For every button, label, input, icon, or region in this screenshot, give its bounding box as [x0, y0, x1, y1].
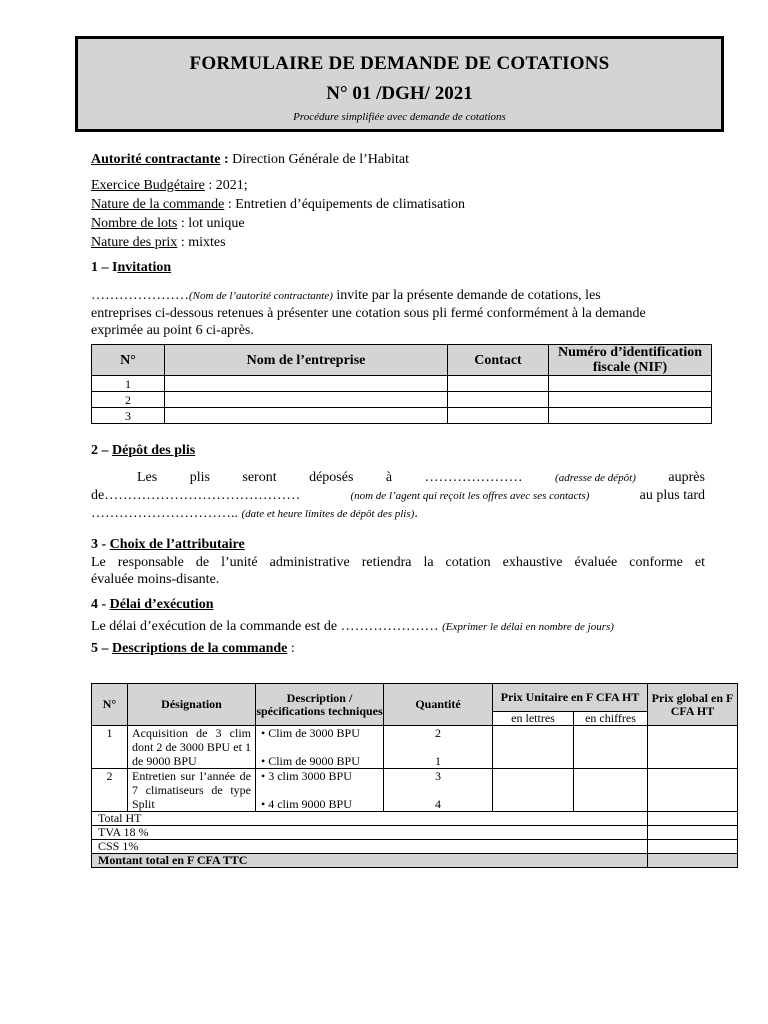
- css-value-cell[interactable]: [648, 840, 738, 854]
- pu-chiffres-cell[interactable]: [574, 726, 648, 769]
- pu-lettres-cell[interactable]: [493, 726, 574, 769]
- table-row: 2: [92, 392, 712, 408]
- nature-label: Nature de la commande: [91, 197, 225, 212]
- prix-value: : mixtes: [177, 235, 226, 250]
- col-header-contact: Contact: [448, 345, 549, 376]
- nif-cell[interactable]: [549, 376, 712, 392]
- prix-global-cell[interactable]: [648, 726, 738, 769]
- entreprise-cell[interactable]: [165, 376, 448, 392]
- form-header: [75, 36, 724, 132]
- contact-cell[interactable]: [448, 408, 549, 424]
- table-row: 3: [92, 408, 712, 424]
- total-ht-row: Total HT: [92, 812, 738, 826]
- nature-line: [91, 197, 465, 213]
- pu-lettres-cell[interactable]: [493, 769, 574, 812]
- adresse-placeholder-note: (adresse de dépôt): [555, 472, 636, 484]
- section4-heading: 4 - Délai d’exécution: [91, 597, 214, 612]
- exercice-line: [91, 178, 248, 194]
- col-header-prix-unitaire: Prix Unitaire en F CFA HT: [493, 684, 648, 712]
- section2-text: Les plis seront déposés à ………………… (adresse de dépôt) auprès de…………………………………… (nom de l’agent qui reçoit les offres avec ses contacts) au plus tard ………………………….. (date et heure limites de dépôt des plis).: [91, 470, 705, 521]
- nature-value: : Entretien d’équipements de climatisation: [224, 197, 465, 212]
- agent-placeholder-note: (nom de l’agent qui reçoit les offres avec ses contacts): [350, 490, 590, 502]
- col-header-en-chiffres: en chiffres: [574, 712, 648, 726]
- lots-label: Nombre de lots: [91, 216, 178, 231]
- tva-value-cell[interactable]: [648, 826, 738, 840]
- css-row: CSS 1%: [92, 840, 738, 854]
- designation-cell: Entretien sur l’année de 7 climatiseurs de type Split: [128, 769, 256, 812]
- section3-text: Le responsable de l’unité administrative retiendra la cotation exhaustive évaluée conforme et évaluée moins-disante.: [91, 555, 705, 587]
- section3-heading: 3 - Choix de l’attributaire: [91, 537, 245, 552]
- section2-heading: 2 – Dépôt des plis: [91, 443, 196, 458]
- col-header-description: Description / spécifications techniques: [256, 684, 384, 726]
- col-header-entreprise: Nom de l’entreprise: [165, 345, 448, 376]
- entreprise-cell[interactable]: [165, 392, 448, 408]
- section4-text: Le délai d’exécution de la commande est de ………………… (Exprimer le délai en nombre de jours): [91, 619, 614, 634]
- contact-cell[interactable]: [448, 376, 549, 392]
- form-number: N° 01 /DGH/ 2021: [326, 83, 473, 104]
- nif-cell[interactable]: [549, 392, 712, 408]
- total-ttc-value-cell[interactable]: [648, 854, 738, 868]
- tva-row: TVA 18 %: [92, 826, 738, 840]
- entreprises-table: [91, 344, 712, 424]
- commande-table: [91, 683, 738, 868]
- table-row: 1 Acquisition de 3 clim dont 2 de 3000 BPU et 1 de 9000 BPU • Clim de 3000 BPU • Clim de 9000 BPU 2 1: [92, 726, 738, 769]
- col-header-en-lettres: en lettres: [493, 712, 574, 726]
- date-placeholder-note: (date et heure limites de dépôt des plis): [241, 508, 415, 520]
- spec-cell: • 3 clim 3000 BPU • 4 clim 9000 BPU: [256, 769, 384, 812]
- nif-cell[interactable]: [549, 408, 712, 424]
- col-header-prix-global: Prix global en F CFA HT: [648, 684, 738, 726]
- form-subtitle: Procédure simplifiée avec demande de cotations: [293, 111, 506, 123]
- col-header-num: N°: [92, 345, 165, 376]
- col-header-designation: Désignation: [128, 684, 256, 726]
- prix-label: Nature des prix: [91, 235, 178, 250]
- lots-value: : lot unique: [177, 216, 245, 231]
- contact-cell[interactable]: [448, 392, 549, 408]
- prix-global-cell[interactable]: [648, 769, 738, 812]
- designation-cell: Acquisition de 3 clim dont 2 de 3000 BPU et 1 de 9000 BPU: [128, 726, 256, 769]
- prix-line: [91, 235, 226, 251]
- col-header-nif: Numéro d’identification fiscale (NIF): [549, 345, 712, 376]
- exercice-label: Exercice Budgétaire: [91, 178, 205, 193]
- section1-text: …………………(Nom de l’autorité contractante) invite par la présente demande de cotations, les entreprises ci-dessous retenues à présenter une cotation sous pli fermé conformément à la demande exprimée au point 6 ci-après.: [91, 288, 646, 338]
- autorite-value: Direction Générale de l’Habitat: [232, 152, 409, 167]
- autorite-line: Autorité contractante : Direction Générale de l’Habitat: [91, 152, 409, 167]
- total-ht-value-cell[interactable]: [648, 812, 738, 826]
- quantite-cell: 3 4: [384, 769, 493, 812]
- col-header-quantite: Quantité: [384, 684, 493, 726]
- section5-heading: 5 – Descriptions de la commande :: [91, 641, 295, 656]
- entreprise-cell[interactable]: [165, 408, 448, 424]
- quantite-cell: 2 1: [384, 726, 493, 769]
- autorite-label: Autorité contractante: [91, 152, 221, 167]
- lots-line: [91, 216, 245, 232]
- delai-placeholder-note: (Exprimer le délai en nombre de jours): [442, 621, 614, 633]
- table-row: 2 Entretien sur l’année de 7 climatiseurs de type Split • 3 clim 3000 BPU • 4 clim 9000 BPU 3 4: [92, 769, 738, 812]
- total-ttc-row: Montant total en F CFA TTC: [92, 854, 738, 868]
- autorite-placeholder-note: (Nom de l’autorité contractante): [189, 290, 333, 302]
- form-title: FORMULAIRE DE DEMANDE DE COTATIONS: [189, 53, 610, 74]
- col-header-num: N°: [92, 684, 128, 726]
- section1-heading: 1 – Invitation: [91, 260, 172, 275]
- exercice-value: : 2021;: [204, 178, 248, 193]
- spec-cell: • Clim de 3000 BPU • Clim de 9000 BPU: [256, 726, 384, 769]
- table-row: 1: [92, 376, 712, 392]
- pu-chiffres-cell[interactable]: [574, 769, 648, 812]
